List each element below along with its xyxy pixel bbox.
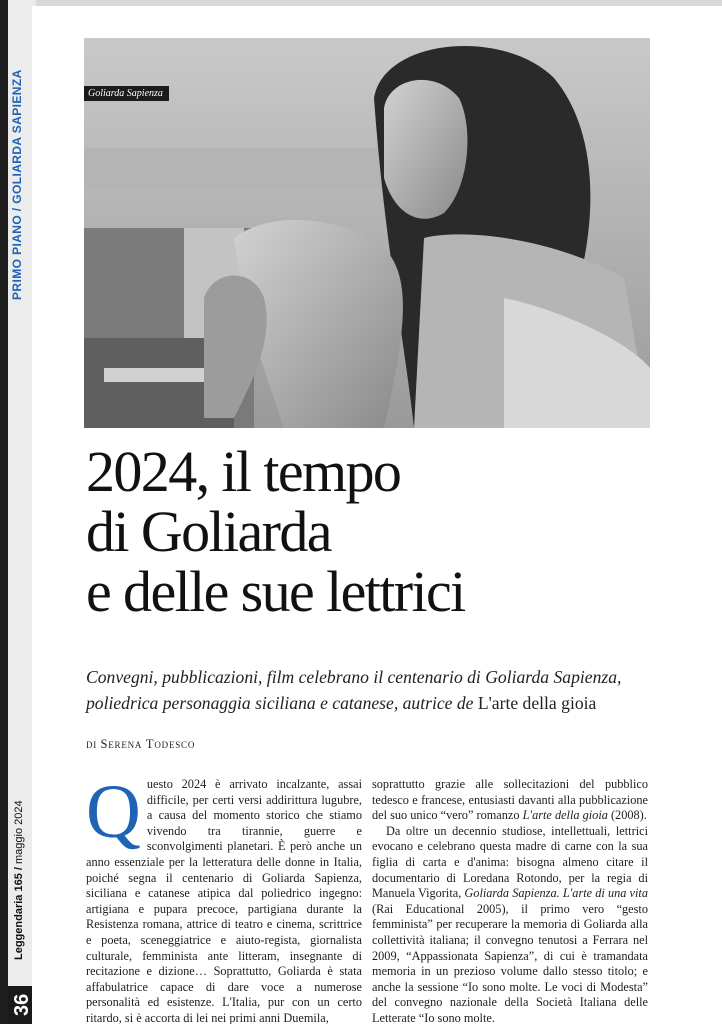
subtitle-book-title: L'arte della gioia (477, 693, 597, 713)
book-title: L'arte della gioia (522, 808, 608, 823)
byline-author: Serena Todesco (100, 737, 196, 751)
section-label (10, 280, 30, 300)
paragraph-text: soprattutto grazie alle sollecitazioni del pubblico tedesco e francese, entusiasti davanti alla pubblicazione del suo unico “vero” romanzo (372, 777, 648, 823)
folio-date: maggio 2024 (13, 800, 25, 864)
title-line: e delle sue lettrici (86, 559, 465, 624)
paragraph-text: Da oltre un decennio studiose, intellettuali, lettrici evocano e celebrano questa madre di carne con la sua figlia di carta e d'anima: bisogna almeno citare il documentario di Loredana Rotondo, per la regia di Manuela Vigorita, (372, 823, 648, 901)
article-paragraph (372, 824, 648, 1024)
folio (13, 800, 25, 960)
paragraph-text: (2008). (607, 808, 647, 823)
folio-separator: / (13, 867, 25, 871)
folio-issue: 165 (13, 873, 25, 892)
title-line: di Goliarda (86, 499, 331, 564)
title-line: 2024, il tempo (86, 439, 401, 504)
subtitle-text: Convegni, pubblicazioni, film celebrano il centenario di Goliarda Sapienza, poliedrica personaggia siciliana e catanese, autrice de (86, 667, 622, 713)
paragraph-text: uesto 2024 è arrivato incalzante, assai difficile, per certi versi addirittura lugubre, a causa del momento storico che stiamo vivendo tra tirannie, guerre e sconvolgimenti planetari. È però anche un anno essenziale per la letteratura delle donne in Italia, poiché segna il centenario di Goliarda Sapienza, siciliana e catanese atipica dal poliedrico ingegno: artigiana e pupara precoce, partigiana durante la Resistenza romana, attrice di teatro e cinema, scrittrice e poeta, sceneggiatrice e aiuto-regista, giornalista culturale, femminista ante litteram, insegnante di recitazione e dizione… Soprattutto, Goliarda è stata affabulatrice capace di dare voce a numerose personalità ed esistenze. L'Italia, pur con un certo ritardo, si è accorta di lei nei primi anni Duemila, (86, 777, 362, 1024)
photo-caption: Goliarda Sapienza (84, 86, 169, 101)
article-subtitle (86, 664, 646, 716)
spine-bar (0, 0, 8, 1024)
article-column-1 (86, 770, 362, 1024)
article-title (86, 439, 686, 624)
article-paragraph (372, 777, 648, 824)
article-column-2 (372, 777, 648, 1024)
paragraph-text: (Rai Educational 2005), il primo vero “gesto femminista” per recuperare la memoria di Goliarda alla collettività italiana; il convegno tenutosi a Ferrara nel 2009, “Appassionata Sapienza”, di cui è tramandata memoria in un prezioso volume dallo stesso titolo; e anche la sessione “Io sono molte. Le voci di Modesta” del convegno nazionale della Società Italiana delle Letterate “Io sono molte. (372, 901, 648, 1024)
film-title: Goliarda Sapienza. L'arte di una vita (464, 886, 649, 901)
byline-prefix: di (86, 737, 98, 751)
article-paragraph (86, 770, 362, 1024)
folio-magazine: Leggendaria (13, 894, 25, 960)
page-number: 36 (11, 993, 33, 1016)
byline (86, 737, 195, 752)
drop-cap: Q (86, 770, 141, 854)
